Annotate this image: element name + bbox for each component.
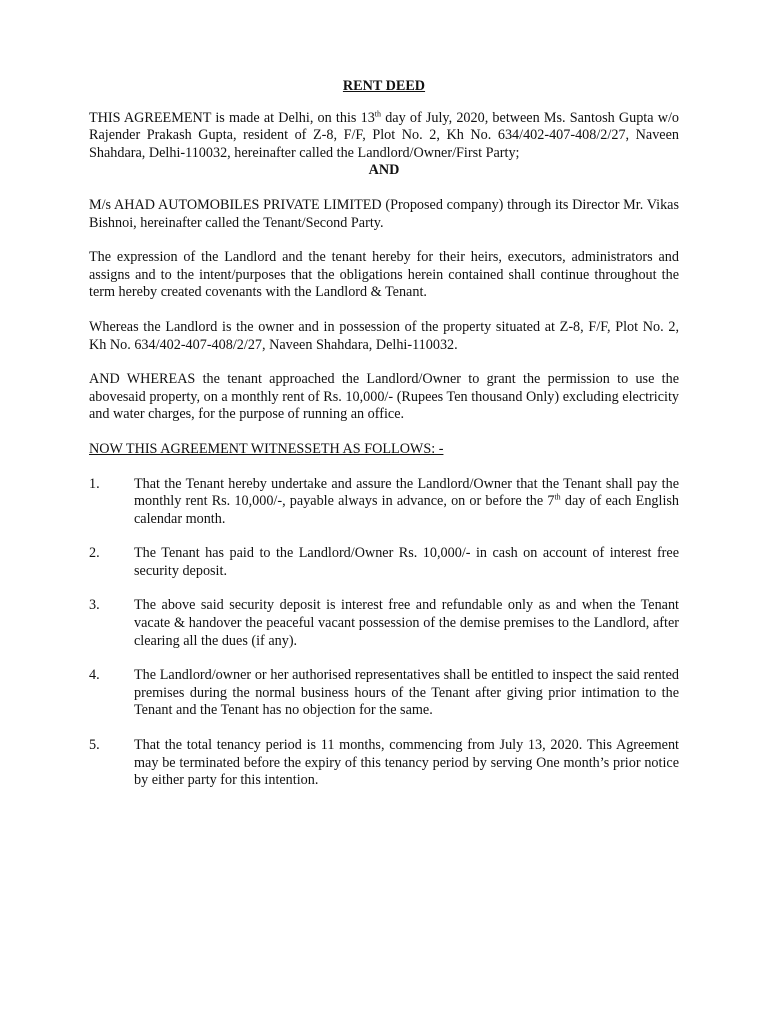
intro-text-end: day of July, 2020, between Ms. Santosh Gupta w/o Rajender Prakash Gupta, resident of Z-8, F/F, Plot No. 2, Kh No. 634/402-407-408/2/27, Naveen Shahdara, Delhi-110032, hereinafter called the Landlord/Owner/First Party; [89,109,679,161]
clause-number: 2. [89,545,100,562]
intro-ordinal-suffix: th [374,108,382,118]
whereas-paragraph: Whereas the Landlord is the owner and in possession of the property situated at Z-8, F/F, Plot No. 2, Kh No. 634/402-407-408/2/27, Naveen Shahdara, Delhi-110032. [89,318,679,353]
and-whereas-paragraph: AND WHEREAS the tenant approached the Landlord/Owner to grant the permission to use the abovesaid property, on a monthly rent of Rs. 10,000/- (Rupees Ten thousand Only) excluding electricity and water charges, for the purpose of running an office. [89,371,679,423]
witnesseth-heading: NOW THIS AGREEMENT WITNESSETH AS FOLLOWS: - [89,440,444,457]
second-party-paragraph: M/s AHAD AUTOMOBILES PRIVATE LIMITED (Proposed company) through its Director Mr. Vikas Bishnoi, hereinafter called the Tenant/Second Party. [89,196,679,231]
clause-1-text-start: That the Tenant hereby undertake and assure the Landlord/Owner that the Tenant shall pay the monthly rent Rs. 10,000/-, payable always in advance, on or before the 7 [134,475,679,510]
intro-paragraph [89,110,679,163]
intro-text-start: THIS AGREEMENT is made at Delhi, on this 13 [89,109,375,126]
clause-text: The above said security deposit is interest free and refundable only as and when the Tenant vacate & handover the peaceful vacant possession of the demise premises to the Landlord, after clearing all the dues (if any). [134,597,679,649]
clause-number: 1. [89,475,100,492]
clause-text: The Landlord/owner or her authorised representatives shall be entitled to inspect the said rented premises during the normal business hours of the Tenant after giving prior intimation to the Tenant and the Tenant has no objection for the same. [134,667,679,719]
clause-number: 3. [89,597,100,614]
clause-3 [89,597,679,650]
clause-number: 5. [89,737,100,754]
and-separator: AND [368,162,400,179]
clause-1-text-end: day of each English calendar month. [134,493,680,527]
clause-4 [89,667,679,720]
expression-paragraph: The expression of the Landlord and the tenant hereby for their heirs, executors, administrators and assigns and to the intent/purposes that the obligations herein contained shall continue throughout the term hereby created covenants with the Landlord & Tenant. [89,249,679,301]
document-page [89,78,679,807]
clause-2 [89,545,679,580]
document-title: RENT DEED [342,78,426,94]
clause-5 [89,737,679,790]
clause-text: That the total tenancy period is 11 months, commencing from July 13, 2020. This Agreement may be terminated before the expiry of this tenancy period by serving One month’s prior notice by either party for this intention. [134,737,679,789]
clause-text: The Tenant has paid to the Landlord/Owner Rs. 10,000/- in cash on account of interest free security deposit. [134,545,679,579]
clause-number: 4. [89,667,100,684]
clause-1 [89,476,679,529]
clause-text [134,476,679,529]
clause-1-ordinal-suffix: th [554,492,561,502]
